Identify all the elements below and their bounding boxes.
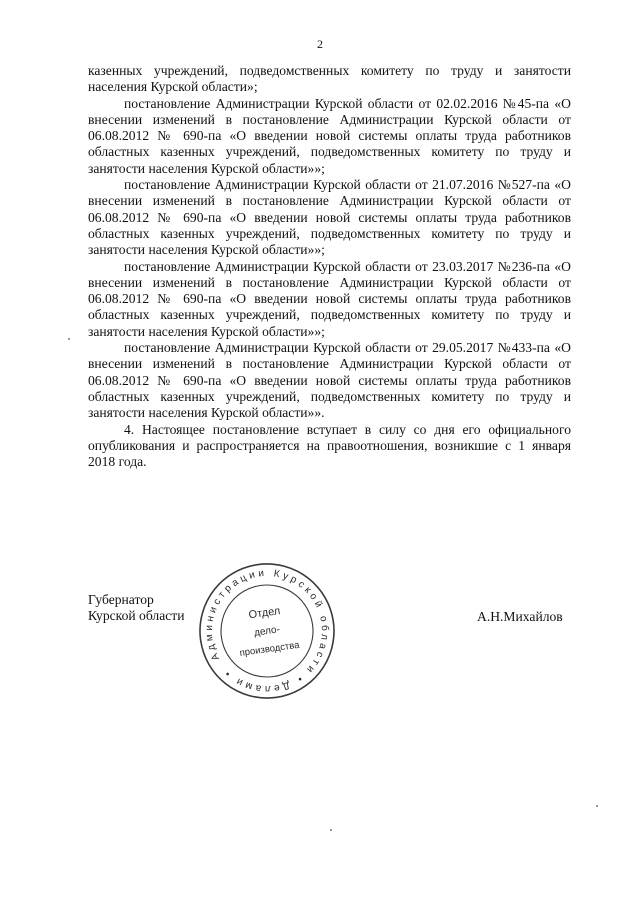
seal-center-line1: Отдел [247,605,282,622]
official-seal-stamp [196,560,338,702]
seal-ring-text: Администрации Курской области • Делами • [203,567,331,695]
paragraph-resolution-527: постановление Администрации Курской области от 21.07.2016 №527-па «О внесении изменений в постановление Администрации Курской области от 06.08.2012 № 690-па «О введении новой системы оплаты труда работников областных казенных учреждений, подведомственных комитету по труду и занятости населения Курской области»»; [88,177,571,258]
page-number: 2 [317,37,323,51]
paragraph-continuation: казенных учреждений, подведомственных комитету по труду и занятости населения Курской области»; [88,63,571,95]
paragraph-resolution-45: постановление Администрации Курской области от 02.02.2016 №45-па «О внесении изменений в постановление Администрации Курской области от 06.08.2012 № 690-па «О введении новой системы оплаты труда работников областных казенных учреждений, подведомственных комитету по труду и занятости населения Курской области»»; [88,95,571,176]
signatory-name: А.Н.Михайлов [477,609,563,624]
seal-center-line2: дело- [253,624,281,639]
signatory-title-line1: Губернатор [88,592,154,607]
scan-speck [596,805,598,807]
document-body [88,63,571,470]
paragraph-effective-date: 4. Настоящее постановление вступает в силу со дня его официального опубликования и распространяется на правоотношения, возникшие с 1 января 2018 года. [88,421,571,470]
scan-speck [68,338,70,340]
paragraph-resolution-236: постановление Администрации Курской области от 23.03.2017 №236-па «О внесении изменений в постановление Администрации Курской области от 06.08.2012 № 690-па «О введении новой системы оплаты труда работников областных казенных учреждений, подведомственных комитету по труду и занятости населения Курской области»»; [88,258,571,339]
signatory-title [88,592,185,625]
signatory-title-line2: Курской области [88,608,185,624]
scan-speck [330,829,332,831]
paragraph-resolution-433: постановление Администрации Курской области от 29.05.2017 №433-па «О внесении изменений в постановление Администрации Курской области от 06.08.2012 № 690-па «О введении новой системы оплаты труда работников областных казенных учреждений, подведомственных комитету по труду и занятости населения Курской области»». [88,340,571,421]
seal-center-line3: производства [238,639,301,659]
